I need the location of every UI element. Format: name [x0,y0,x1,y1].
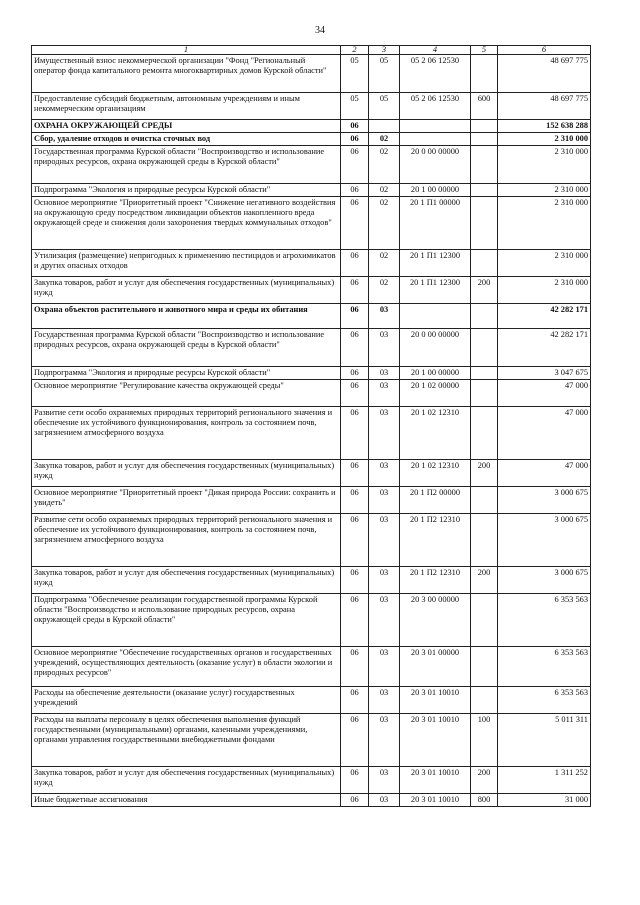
row-section: 06 [341,277,369,304]
row-name: Основное мероприятие "Приоритетный проект "Снижение негативного воздействия на окружающую среду посредством ликвидации объектов накопленного вреда окружающей среде и снижения доли захоронения твердых коммунальных отходов" [32,197,341,250]
row-section: 06 [341,146,369,184]
row-target-code: 20 1 02 12310 [400,407,471,460]
row-section: 06 [341,407,369,460]
row-subsection: 03 [369,714,400,767]
row-amount: 5 011 311 [498,714,591,767]
row-expense-type [471,133,498,146]
row-subsection: 03 [369,407,400,460]
row-subsection: 02 [369,146,400,184]
row-expense-type [471,120,498,133]
row-target-code: 20 3 01 10010 [400,794,471,807]
row-subsection: 03 [369,567,400,594]
row-section: 06 [341,197,369,250]
row-subsection: 03 [369,380,400,407]
row-amount: 3 047 675 [498,367,591,380]
row-expense-type [471,687,498,714]
row-section: 05 [341,55,369,93]
row-amount: 2 310 000 [498,133,591,146]
row-section: 06 [341,133,369,146]
row-target-code: 20 1 П2 12310 [400,514,471,567]
row-section: 06 [341,380,369,407]
row-expense-type [471,594,498,647]
row-expense-type: 200 [471,277,498,304]
row-subsection: 02 [369,133,400,146]
row-target-code: 20 1 П2 00000 [400,487,471,514]
row-target-code: 20 3 00 00000 [400,594,471,647]
row-target-code: 20 1 00 00000 [400,367,471,380]
row-subsection: 03 [369,329,400,367]
row-expense-type: 200 [471,460,498,487]
row-name: Закупка товаров, работ и услуг для обеспечения государственных (муниципальных) нужд [32,567,341,594]
row-name: Расходы на выплаты персоналу в целях обеспечения выполнения функций государственными (муниципальными) органами, казенными учреждениями, органами управления государственными внебюджетными фондами [32,714,341,767]
column-number: 3 [369,46,400,55]
row-amount: 2 310 000 [498,277,591,304]
row-name: Предоставление субсидий бюджетным, автономным учреждениям и иным некоммерческим организациям [32,93,341,120]
row-section: 06 [341,594,369,647]
row-subsection: 02 [369,197,400,250]
row-target-code: 20 1 00 00000 [400,184,471,197]
row-expense-type: 100 [471,714,498,767]
row-section: 06 [341,329,369,367]
row-target-code: 20 3 01 00000 [400,647,471,687]
row-section: 06 [341,120,369,133]
row-expense-type [471,407,498,460]
row-name: Государственная программа Курской области "Воспроизводство и использование природных ресурсов, охрана окружающей среды в Курской области" [32,146,341,184]
row-expense-type [471,304,498,329]
row-section: 06 [341,250,369,277]
row-section: 06 [341,184,369,197]
row-name: Подпрограмма "Экология и природные ресурсы Курской области" [32,184,341,197]
row-target-code: 20 1 П1 12300 [400,250,471,277]
table-row [32,304,591,329]
row-name: Закупка товаров, работ и услуг для обеспечения государственных (муниципальных) нужд [32,767,341,794]
row-expense-type [471,55,498,93]
row-expense-type [471,329,498,367]
row-name: ОХРАНА ОКРУЖАЮЩЕЙ СРЕДЫ [32,120,341,133]
row-name: Имущественный взнос некоммерческой организации "Фонд "Региональный оператор фонда капитального ремонта многоквартирных домов Курской области" [32,55,341,93]
row-expense-type: 600 [471,93,498,120]
row-expense-type [471,367,498,380]
row-amount: 6 353 563 [498,647,591,687]
row-target-code [400,304,471,329]
row-amount: 1 311 252 [498,767,591,794]
row-subsection: 03 [369,514,400,567]
row-target-code [400,120,471,133]
row-amount: 6 353 563 [498,687,591,714]
row-subsection: 02 [369,250,400,277]
table-row [32,146,591,184]
row-name: Развитие сети особо охраняемых природных территорий регионального значения и обеспечение их устойчивого функционирования, контроль за состоянием почв, загрязнением атмосферного воздуха [32,407,341,460]
table-row [32,687,591,714]
budget-table [31,45,591,807]
row-expense-type [471,514,498,567]
table-row [32,794,591,807]
row-section: 06 [341,367,369,380]
row-target-code: 20 3 01 10010 [400,767,471,794]
row-section: 06 [341,304,369,329]
row-expense-type: 200 [471,767,498,794]
row-section: 05 [341,93,369,120]
table-row [32,93,591,120]
row-target-code: 20 1 П1 12300 [400,277,471,304]
row-name: Государственная программа Курской области "Воспроизводство и использование природных ресурсов, охрана окружающей среды в Курской области" [32,329,341,367]
table-row [32,407,591,460]
table-row [32,277,591,304]
column-number: 4 [400,46,471,55]
row-amount: 47 000 [498,460,591,487]
row-subsection: 03 [369,794,400,807]
row-target-code: 20 1 П2 12310 [400,567,471,594]
row-target-code: 20 1 02 12310 [400,460,471,487]
row-expense-type [471,197,498,250]
row-name: Подпрограмма "Экология и природные ресурсы Курской области" [32,367,341,380]
table-row [32,514,591,567]
row-name: Основное мероприятие "Регулирование качества окружающей среды" [32,380,341,407]
column-number: 1 [32,46,341,55]
row-name: Закупка товаров, работ и услуг для обеспечения государственных (муниципальных) нужд [32,277,341,304]
row-subsection: 05 [369,55,400,93]
row-target-code: 20 3 01 10010 [400,714,471,767]
row-section: 06 [341,460,369,487]
row-amount: 2 310 000 [498,197,591,250]
page-number: 34 [315,25,325,36]
table-row [32,120,591,133]
table-body [32,55,591,807]
table-row [32,487,591,514]
row-amount: 2 310 000 [498,184,591,197]
table-row [32,460,591,487]
row-target-code [400,133,471,146]
row-section: 06 [341,514,369,567]
table-row [32,594,591,647]
row-amount: 2 310 000 [498,250,591,277]
row-target-code: 05 2 06 12530 [400,93,471,120]
table-row [32,714,591,767]
row-section: 06 [341,767,369,794]
row-name: Охрана объектов растительного и животного мира и среды их обитания [32,304,341,329]
row-section: 06 [341,487,369,514]
row-section: 06 [341,687,369,714]
row-target-code: 20 1 02 00000 [400,380,471,407]
row-name: Расходы на обеспечение деятельности (оказание услуг) государственных учреждений [32,687,341,714]
row-section: 06 [341,714,369,767]
row-expense-type [471,184,498,197]
row-subsection: 05 [369,93,400,120]
table-row [32,329,591,367]
row-subsection: 03 [369,687,400,714]
column-number-row [32,46,591,55]
table-row [32,647,591,687]
row-expense-type [471,380,498,407]
row-amount: 3 000 675 [498,567,591,594]
row-subsection: 02 [369,277,400,304]
table-row [32,567,591,594]
row-amount: 31 000 [498,794,591,807]
column-number: 5 [471,46,498,55]
row-name: Иные бюджетные ассигнования [32,794,341,807]
table-row [32,197,591,250]
row-subsection [369,120,400,133]
row-name: Подпрограмма "Обеспечение реализации государственной программы Курской области "Воспроизводство и использование природных ресурсов, охрана окружающей среды в Курской области" [32,594,341,647]
table-row [32,55,591,93]
table-row [32,767,591,794]
row-name: Сбор, удаление отходов и очистка сточных вод [32,133,341,146]
row-target-code: 05 2 06 12530 [400,55,471,93]
row-subsection: 03 [369,767,400,794]
row-target-code: 20 0 00 00000 [400,329,471,367]
row-amount: 47 000 [498,380,591,407]
row-subsection: 03 [369,304,400,329]
row-subsection: 02 [369,184,400,197]
row-amount: 48 697 775 [498,93,591,120]
row-subsection: 03 [369,367,400,380]
row-amount: 2 310 000 [498,146,591,184]
table-row [32,250,591,277]
row-amount: 47 000 [498,407,591,460]
row-target-code: 20 3 01 10010 [400,687,471,714]
row-amount: 42 282 171 [498,304,591,329]
row-subsection: 03 [369,487,400,514]
row-amount: 152 638 288 [498,120,591,133]
row-name: Утилизация (размещение) непригодных к применению пестицидов и агрохимикатов и других опасных отходов [32,250,341,277]
row-name: Основное мероприятие "Приоритетный проект "Дикая природа России: сохранить и увидеть" [32,487,341,514]
table-row [32,184,591,197]
row-section: 06 [341,794,369,807]
row-amount: 3 000 675 [498,514,591,567]
row-amount: 3 000 675 [498,487,591,514]
row-expense-type: 200 [471,567,498,594]
row-name: Основное мероприятие "Обеспечение государственных органов и государственных учреждений, осуществляющих деятельность (оказание услуг) в области экологии и природных ресурсов" [32,647,341,687]
row-subsection: 03 [369,460,400,487]
column-number: 6 [498,46,591,55]
row-subsection: 03 [369,647,400,687]
row-expense-type [471,647,498,687]
table-row [32,133,591,146]
row-section: 06 [341,647,369,687]
row-amount: 6 353 563 [498,594,591,647]
row-target-code: 20 0 00 00000 [400,146,471,184]
row-expense-type: 800 [471,794,498,807]
row-name: Развитие сети особо охраняемых природных территорий регионального значения и обеспечение их устойчивого функционирования, контроль за состоянием почв, загрязнением атмосферного воздуха [32,514,341,567]
row-expense-type [471,146,498,184]
table-row [32,380,591,407]
column-number: 2 [341,46,369,55]
row-section: 06 [341,567,369,594]
row-amount: 42 282 171 [498,329,591,367]
row-expense-type [471,487,498,514]
table-row [32,367,591,380]
row-subsection: 03 [369,594,400,647]
row-amount: 48 697 775 [498,55,591,93]
row-expense-type [471,250,498,277]
row-name: Закупка товаров, работ и услуг для обеспечения государственных (муниципальных) нужд [32,460,341,487]
row-target-code: 20 1 П1 00000 [400,197,471,250]
